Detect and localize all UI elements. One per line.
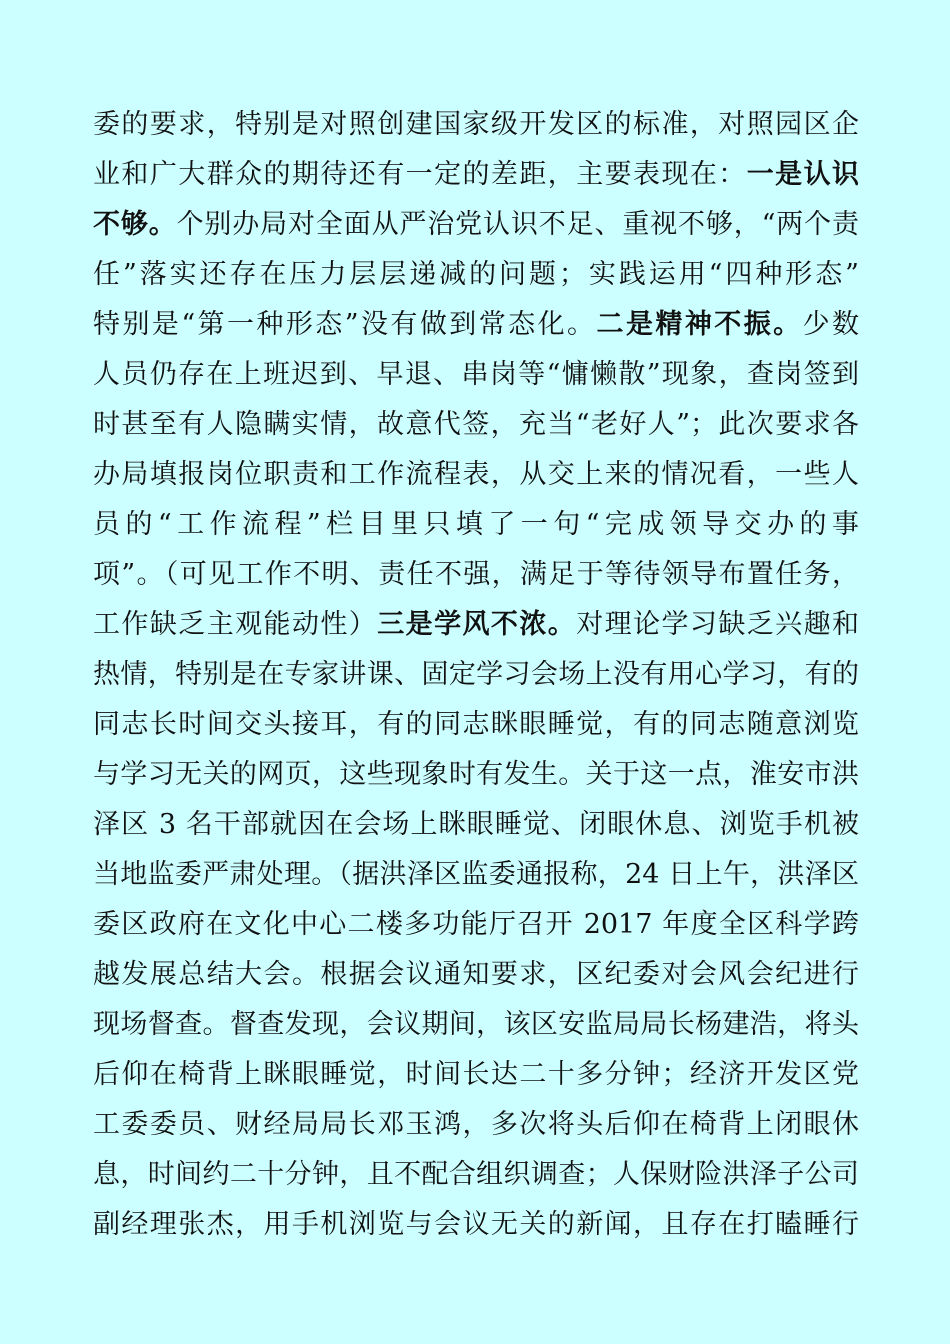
text-line: [93, 550, 859, 600]
text-run: 后仰在椅背上眯眼睡觉，时间长达二十多分钟；经济开发区党: [93, 1059, 859, 1090]
text-line: [93, 1050, 859, 1100]
text-line: [93, 1000, 859, 1050]
text-run: 委的要求，特别是对照创建国家级开发区的标准，对照园区企: [93, 109, 859, 140]
text-line: [93, 650, 859, 700]
text-run: 工作缺乏主观能动性）: [93, 609, 378, 640]
text-line: [93, 100, 859, 150]
text-line: [93, 900, 859, 950]
text-run: 现场督查。督查发现，会议期间，该区安监局局长杨建浩，将头: [93, 1009, 859, 1040]
text-line: [93, 750, 859, 800]
bold-heading-run: 不够。: [93, 209, 177, 240]
text-line: [93, 950, 859, 1000]
text-line: [93, 1200, 859, 1250]
text-line: [93, 450, 859, 500]
text-run: 少数: [802, 309, 859, 340]
document-body: [93, 100, 859, 1250]
text-run: 任”落实还存在压力层层递减的问题；实践运用“四种形态”: [93, 259, 859, 290]
bold-heading-run: 三是学风不浓。: [377, 609, 577, 640]
text-run: 当地监委严肃处理。（据洪泽区监委通报称，24 日上午，洪泽区: [93, 859, 859, 890]
text-run: 工委委员、财经局局长邓玉鸿，多次将头后仰在椅背上闭眼休: [93, 1109, 859, 1140]
text-line: [93, 250, 859, 300]
text-run: 委区政府在文化中心二楼多功能厅召开 2017 年度全区科学跨: [93, 909, 859, 940]
text-run: 业和广大群众的期待还有一定的差距，主要表现在：: [93, 159, 747, 190]
text-line: [93, 850, 859, 900]
text-run: 热情，特别是在专家讲课、固定学习会场上没有用心学习，有的: [93, 659, 859, 690]
text-line: [93, 400, 859, 450]
text-run: 办局填报岗位职责和工作流程表，从交上来的情况看，一些人: [93, 459, 859, 490]
text-line: [93, 800, 859, 850]
bold-heading-run: 二是精神不振。: [596, 309, 803, 340]
text-line: [93, 150, 859, 200]
text-run: 时甚至有人隐瞒实情，故意代签，充当“老好人”；此次要求各: [93, 409, 859, 440]
text-run: 对理论学习缺乏兴趣和: [576, 609, 859, 640]
text-run: 泽区 3 名干部就因在会场上眯眼睡觉、闭眼休息、浏览手机被: [93, 809, 859, 840]
text-line: [93, 1100, 859, 1150]
text-run: 特别是“第一种形态”没有做到常态化。: [93, 309, 597, 340]
text-line: [93, 300, 859, 350]
text-line: [93, 600, 859, 650]
text-line: [93, 500, 859, 550]
text-line: [93, 350, 859, 400]
text-run: 同志长时间交头接耳，有的同志眯眼睡觉，有的同志随意浏览: [93, 709, 859, 740]
text-run: 个别办局对全面从严治党认识不足、重视不够，“两个责: [176, 209, 859, 240]
text-run: 息，时间约二十分钟，且不配合组织调查；人保财险洪泽子公司: [93, 1159, 859, 1190]
text-line: [93, 1150, 859, 1200]
text-line: [93, 700, 859, 750]
text-run: 人员仍存在上班迟到、早退、串岗等“慵懒散”现象，查岗签到: [93, 359, 859, 390]
text-run: 员的“工作流程”栏目里只填了一句“完成领导交办的事: [93, 509, 859, 540]
text-run: 越发展总结大会。根据会议通知要求，区纪委对会风会纪进行: [93, 959, 859, 990]
text-run: 项”。（可见工作不明、责任不强，满足于等待领导布置任务，: [93, 559, 859, 590]
text-line: [93, 200, 859, 250]
text-run: 副经理张杰，用手机浏览与会议无关的新闻，且存在打瞌睡行: [93, 1209, 859, 1240]
text-run: 与学习无关的网页，这些现象时有发生。关于这一点，淮安市洪: [93, 759, 859, 790]
bold-heading-run: 一是认识: [746, 159, 859, 190]
